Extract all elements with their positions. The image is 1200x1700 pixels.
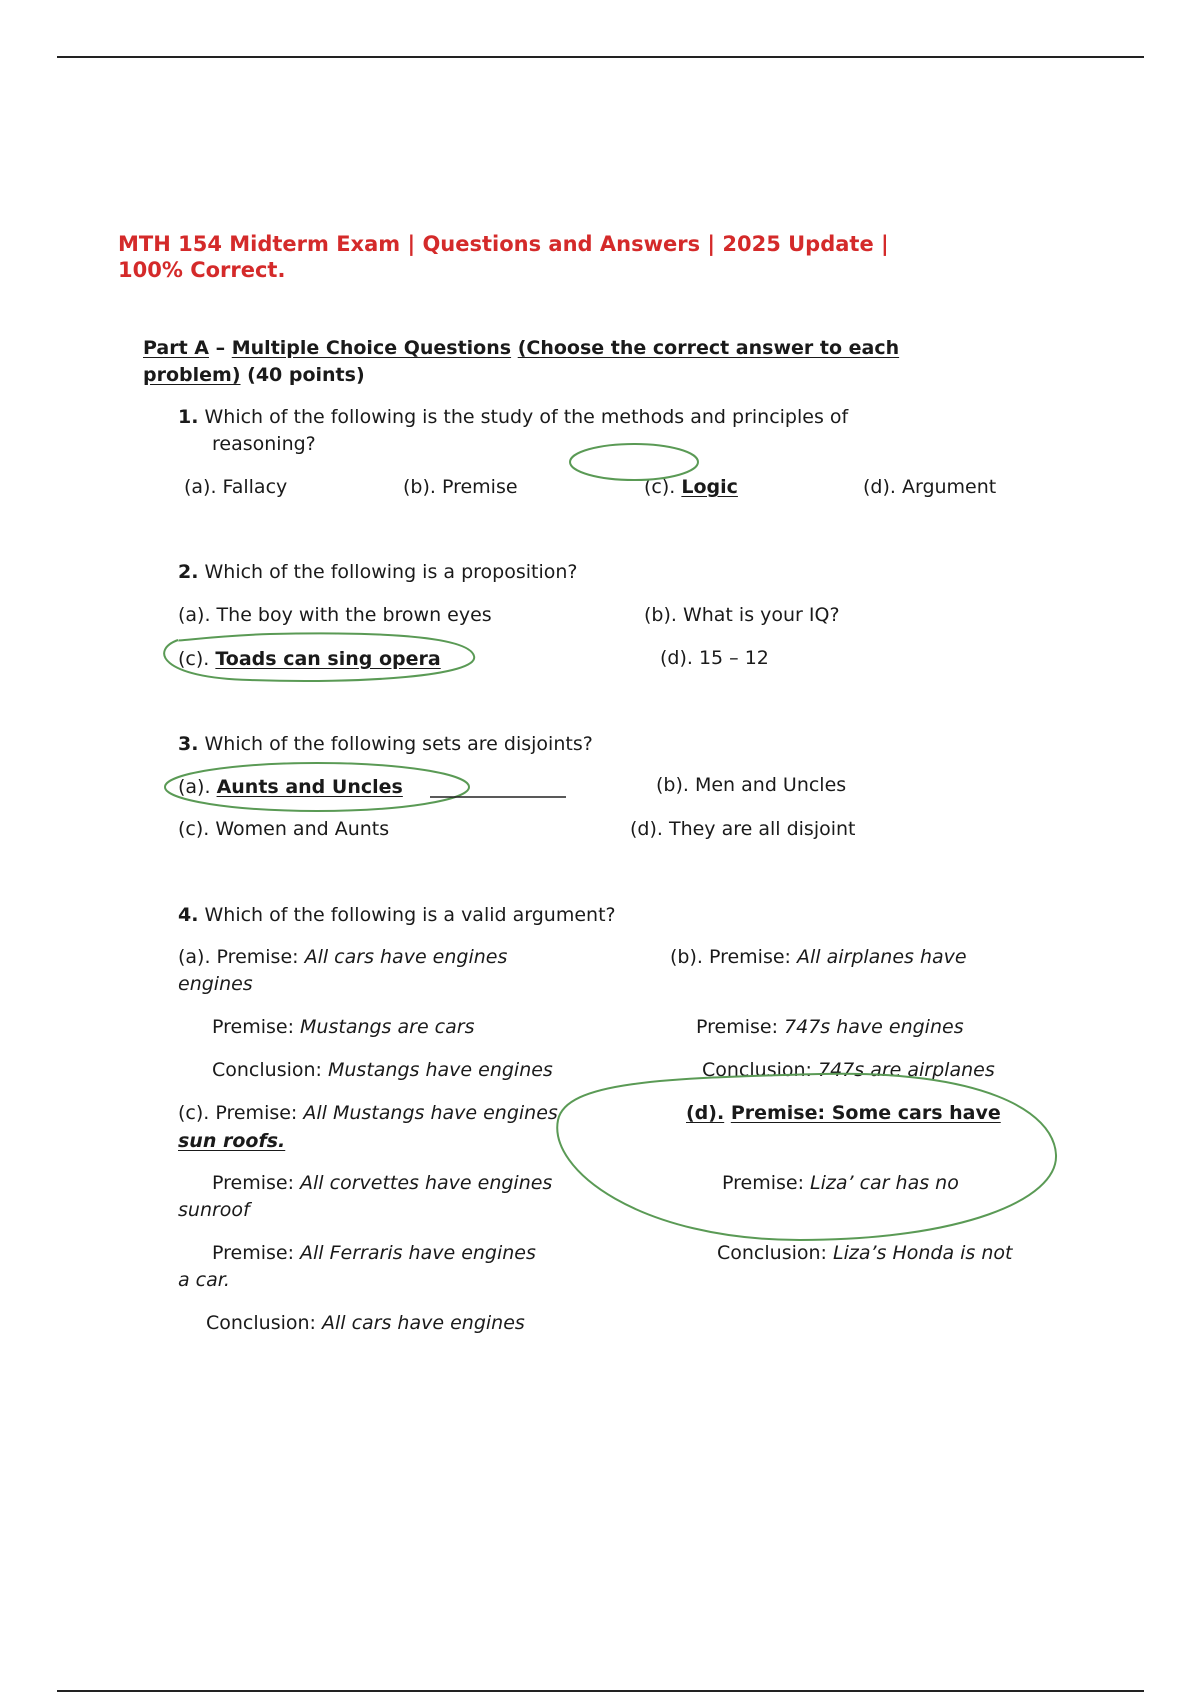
q2-option-d: (d). 15 – 12 bbox=[660, 647, 769, 669]
q4-option-d-premise-wrap: sunroof bbox=[178, 1199, 250, 1221]
q1-option-b: (b). Premise bbox=[403, 476, 518, 498]
q4-c-premise-2-label: Premise: bbox=[212, 1172, 301, 1194]
q1-option-c-answer: Logic bbox=[681, 476, 738, 498]
q4-c-premise-1: All Mustangs have engines bbox=[303, 1102, 558, 1124]
q4-option-a-premise-2 bbox=[212, 1014, 474, 1041]
q4-option-d-premise-2 bbox=[722, 1170, 959, 1197]
q4-a-premise-2-label: Premise: bbox=[212, 1016, 301, 1038]
q4-option-c-conclusion bbox=[206, 1310, 525, 1337]
part-label: Part A bbox=[143, 337, 210, 359]
q4-b-conclusion-label: Conclusion: bbox=[702, 1059, 818, 1081]
q4-b-premise-2-label: Premise: bbox=[696, 1016, 785, 1038]
question-4-number: 4. bbox=[178, 904, 199, 926]
question-1-text: Which of the following is the study of the methods and principles of bbox=[204, 406, 849, 428]
q3-option-b: (b). Men and Uncles bbox=[656, 774, 847, 796]
q2-option-c-label: (c). bbox=[178, 648, 210, 670]
top-rule bbox=[57, 56, 1144, 58]
question-2-number: 2. bbox=[178, 561, 199, 583]
q4-c-conclusion-label: Conclusion: bbox=[206, 1312, 322, 1334]
question-1-text-line-2: reasoning? bbox=[212, 433, 316, 455]
q4-answer-circle bbox=[557, 1074, 1056, 1240]
question-3-text: Which of the following sets are disjoints? bbox=[204, 733, 593, 755]
q4-option-a-premise-1-wrap: engines bbox=[178, 973, 253, 995]
q1-option-c bbox=[644, 474, 738, 501]
q4-option-b-premise-2 bbox=[696, 1014, 964, 1041]
document-title-line-1: MTH 154 Midterm Exam | Questions and Answers | 2025 Update | bbox=[118, 232, 889, 256]
part-heading: Multiple Choice Questions bbox=[231, 337, 512, 359]
part-points: (40 points) bbox=[240, 364, 365, 386]
q4-option-b-conclusion bbox=[702, 1057, 995, 1084]
part-instruction-1: (Choose the correct answer to each bbox=[517, 337, 900, 359]
q4-d-premise-2-label: Premise: bbox=[722, 1172, 811, 1194]
part-instruction-2: problem) bbox=[143, 364, 241, 386]
question-3 bbox=[178, 731, 593, 758]
q4-c-label: (c). Premise: bbox=[178, 1102, 304, 1124]
question-4-text: Which of the following is a valid argument? bbox=[204, 904, 616, 926]
part-dash: – bbox=[209, 337, 232, 359]
question-2 bbox=[178, 559, 578, 586]
q4-a-label: (a). Premise: bbox=[178, 946, 305, 968]
q3-option-a-label: (a). bbox=[178, 776, 211, 798]
q4-option-a-premise-1 bbox=[178, 944, 507, 971]
q4-c-premise-3-label: Premise: bbox=[212, 1242, 301, 1264]
part-a-header-line-2 bbox=[143, 362, 365, 389]
q4-a-premise-2: Mustangs are cars bbox=[300, 1016, 475, 1038]
q2-option-c-answer: Toads can sing opera bbox=[215, 648, 441, 670]
q4-option-d-wrap: sun roofs. bbox=[178, 1130, 286, 1152]
q4-d-premise-1: Premise: Some cars have bbox=[730, 1102, 1001, 1124]
q4-a-premise-1: All cars have engines bbox=[304, 946, 508, 968]
q4-a-conclusion-label: Conclusion: bbox=[212, 1059, 328, 1081]
part-a-header bbox=[143, 335, 899, 362]
question-3-number: 3. bbox=[178, 733, 199, 755]
q4-a-conclusion: Mustangs have engines bbox=[328, 1059, 553, 1081]
q4-option-d-conclusion bbox=[717, 1240, 1013, 1267]
document-title-line-2: 100% Correct. bbox=[118, 258, 286, 282]
q4-option-b-premise-1 bbox=[670, 944, 967, 971]
q4-b-premise-2: 747s have engines bbox=[784, 1016, 964, 1038]
q2-option-c bbox=[178, 646, 441, 673]
q3-option-a-answer: Aunts and Uncles bbox=[216, 776, 403, 798]
question-1 bbox=[178, 404, 848, 431]
question-1-number: 1. bbox=[178, 406, 199, 428]
q4-b-premise-1: All airplanes have bbox=[797, 946, 967, 968]
q4-c-premise-3: All Ferraris have engines bbox=[300, 1242, 536, 1264]
q4-c-conclusion: All cars have engines bbox=[322, 1312, 525, 1334]
q1-option-a: (a). Fallacy bbox=[184, 476, 288, 498]
q4-b-conclusion: 747s are airplanes bbox=[818, 1059, 995, 1081]
q4-d-conclusion: Liza’s Honda is not bbox=[833, 1242, 1013, 1264]
q2-option-a: (a). The boy with the brown eyes bbox=[178, 604, 492, 626]
q4-d-label: (d). bbox=[686, 1102, 725, 1124]
q4-option-a-conclusion bbox=[212, 1057, 553, 1084]
question-4 bbox=[178, 902, 616, 929]
q3-option-c: (c). Women and Aunts bbox=[178, 818, 390, 840]
q4-d-conclusion-label: Conclusion: bbox=[717, 1242, 833, 1264]
q4-option-c-premise-3 bbox=[212, 1240, 536, 1267]
q4-b-label: (b). Premise: bbox=[670, 946, 797, 968]
q3-option-d: (d). They are all disjoint bbox=[630, 818, 856, 840]
q4-option-c-premise-2 bbox=[212, 1170, 552, 1197]
q4-d-premise-2: Liza’ car has no bbox=[810, 1172, 959, 1194]
q4-option-c-premise-1 bbox=[178, 1100, 558, 1127]
q4-option-d-conclusion-wrap: a car. bbox=[178, 1269, 230, 1291]
q1-option-d: (d). Argument bbox=[863, 476, 997, 498]
q4-c-premise-2: All corvettes have engines bbox=[300, 1172, 553, 1194]
question-2-text: Which of the following is a proposition? bbox=[204, 561, 578, 583]
q2-option-b: (b). What is your IQ? bbox=[644, 604, 840, 626]
q1-option-c-label: (c). bbox=[644, 476, 676, 498]
bottom-rule bbox=[57, 1690, 1144, 1692]
q4-option-d-premise-1 bbox=[686, 1100, 1001, 1127]
q3-option-a bbox=[178, 774, 403, 801]
